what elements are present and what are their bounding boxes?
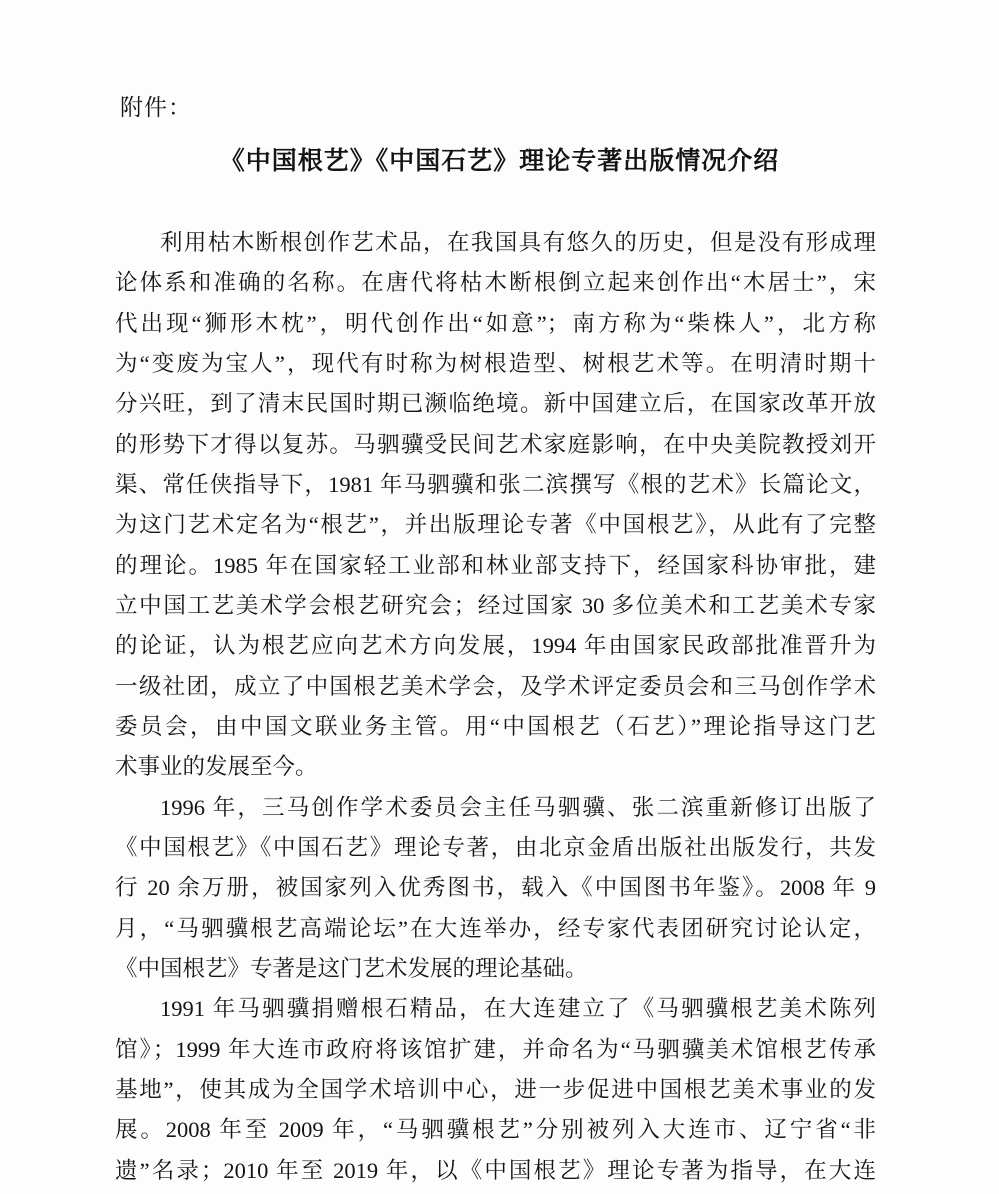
text-line: 《中国根艺》《中国石艺》理论专著，由北京金盾出版社出版发行，共发 xyxy=(115,834,876,860)
text-line: 1991 年马驷骥捐赠根石精品，在大连建立了《马驷骥根艺美术陈列 xyxy=(160,996,876,1022)
text-line: 论体系和准确的名称。在唐代将枯木断根倒立起来创作出“木居士”，宋 xyxy=(115,270,876,296)
attachment-label: 附件： xyxy=(120,95,192,120)
text-line: 馆》；1999 年大连市政府将该馆扩建，并命名为“马驷骥美术馆根艺传承 xyxy=(115,1036,876,1062)
paragraph xyxy=(115,223,876,788)
text-line: 遗”名录；2010 年至 2019 年，以《中国根艺》理论专著为指导，在大连 xyxy=(115,1157,876,1183)
text-line: 为这门艺术定名为“根艺”，并出版理论专著《中国根艺》，从此有了完整 xyxy=(115,512,876,538)
text-line: 展。2008 年至 2009 年，“马驷骥根艺”分别被列入大连市、辽宁省“非 xyxy=(115,1117,876,1143)
text-line: 渠、常任侠指导下，1981 年马驷骥和张二滨撰写《根的艺术》长篇论文， xyxy=(115,471,876,497)
text-line: 术事业的发展至今。 xyxy=(115,754,318,780)
text-line: 基地”，使其成为全国学术培训中心，进一步促进中国根艺美术事业的发 xyxy=(115,1076,876,1102)
text-line: 行 20 余万册，被国家列入优秀图书，载入《中国图书年鉴》。2008 年 9 xyxy=(115,875,876,901)
text-line: 委员会，由中国文联业务主管。用“中国根艺（石艺）”理论指导这门艺 xyxy=(115,713,876,739)
text-line: 1996 年，三马创作学术委员会主任马驷骥、张二滨重新修订出版了 xyxy=(160,794,876,820)
text-line: 一级社团，成立了中国根艺美术学会，及学术评定委员会和三马创作学术 xyxy=(115,673,876,699)
text-line: 为“变废为宝人”，现代有时称为树根造型、树根艺术等。在明清时期十 xyxy=(115,350,876,376)
text-line: 利用枯木断根创作艺术品，在我国具有悠久的历史，但是没有形成理 xyxy=(160,230,876,255)
text-line: 月，“马驷骥根艺高端论坛”在大连举办，经专家代表团研究讨论认定， xyxy=(115,915,876,941)
text-line: 的论证，认为根艺应向艺术方向发展，1994 年由国家民政部批准晋升为 xyxy=(115,633,876,659)
text-line: 立中国工艺美术学会根艺研究会；经过国家 30 多位美术和工艺美术专家 xyxy=(115,592,876,618)
text-line: 《中国根艺》专著是这门艺术发展的理论基础。 xyxy=(115,955,588,981)
paragraph xyxy=(115,989,876,1191)
text-line: 的形势下才得以复苏。马驷骥受民间艺术家庭影响，在中央美院教授刘开 xyxy=(115,431,876,457)
document-title: 《中国根艺》《中国石艺》理论专著出版情况介绍 xyxy=(219,147,780,175)
document-body xyxy=(115,223,876,1191)
text-line: 的理论。1985 年在国家轻工业部和林业部支持下，经国家科协审批，建 xyxy=(115,552,876,578)
text-line: 分兴旺，到了清末民国时期已濒临绝境。新中国建立后，在国家改革开放 xyxy=(115,391,876,417)
paragraph xyxy=(115,788,876,990)
text-line: 代出现“狮形木枕”，明代创作出“如意”；南方称为“柴株人”，北方称 xyxy=(115,310,876,336)
